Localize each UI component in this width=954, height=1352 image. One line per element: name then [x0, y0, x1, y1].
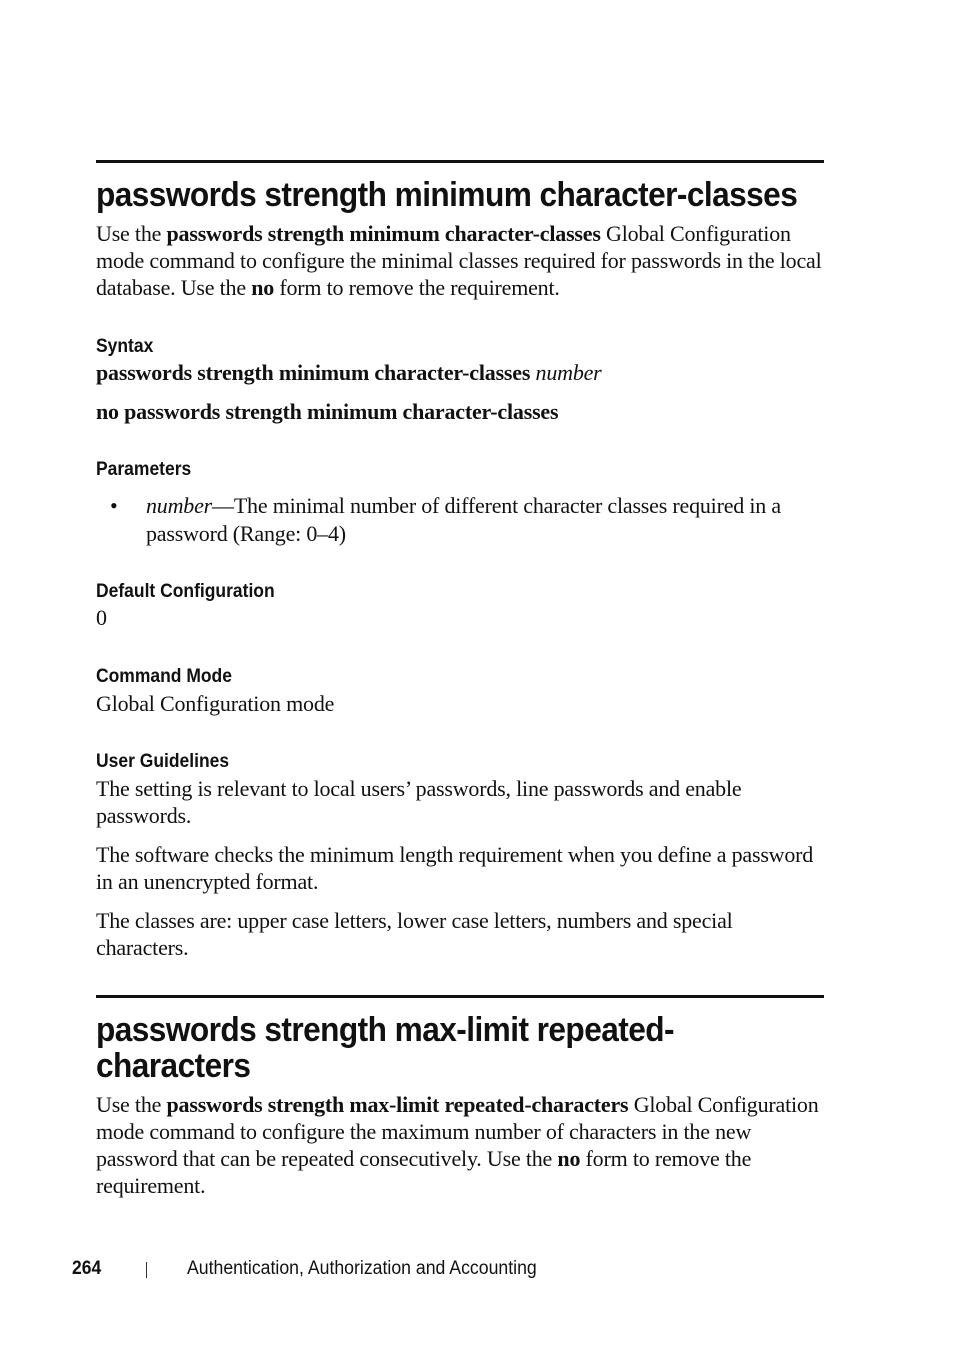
section-rule-2: [96, 995, 824, 998]
parameter-name: number: [146, 493, 213, 518]
intro-text: Use the: [96, 221, 167, 246]
syntax-line-2: [96, 398, 824, 425]
syntax-heading: Syntax: [96, 336, 154, 357]
intro-text: Global Configuration mode command to configure the minimal classes required for passwords in the local database. Use the: [96, 221, 822, 300]
footer-divider: [146, 1262, 147, 1278]
parameter-description: —The minimal number of different character classes required in a password (Range: 0–4): [146, 493, 781, 546]
bullet-icon: •: [110, 493, 118, 518]
guideline-paragraph-3: The classes are: upper case letters, lower case letters, numbers and special characters.: [96, 908, 733, 960]
intro-no-keyword: no: [557, 1146, 581, 1171]
page-number: 264: [72, 1258, 102, 1279]
default-config-value: 0: [96, 605, 107, 630]
guideline-paragraph-1: The setting is relevant to local users’ passwords, line passwords and enable passwords.: [96, 776, 742, 828]
section-intro-2: [96, 1091, 824, 1199]
default-config-heading: Default Configuration: [96, 581, 275, 602]
parameter-item: [146, 492, 826, 548]
intro-text: Use the: [96, 1092, 167, 1117]
intro-command: passwords strength max-limit repeated-characters: [166, 1092, 629, 1117]
syntax-no-command: no passwords strength minimum character-classes: [96, 399, 559, 424]
parameters-heading: Parameters: [96, 459, 192, 480]
section-rule-1: [96, 160, 824, 163]
chapter-title: Authentication, Authorization and Accounting: [187, 1258, 537, 1279]
intro-text: form to remove the requirement.: [274, 275, 560, 300]
intro-no-keyword: no: [251, 275, 275, 300]
section-intro-1: [96, 220, 824, 301]
section-title-1: passwords strength minimum character-classes: [96, 176, 798, 214]
intro-text: Global Configuration mode command to configure the maximum number of characters in the new password that can be repeated consecutively. Use the: [96, 1092, 819, 1171]
section-title-2-line-1: passwords strength max-limit repeated-: [96, 1011, 674, 1049]
section-title-2-line-2: characters: [96, 1047, 251, 1085]
intro-command: passwords strength minimum character-classes: [166, 221, 601, 246]
command-mode-value: Global Configuration mode: [96, 691, 335, 716]
intro-text: form to remove the requirement.: [96, 1146, 752, 1198]
syntax-argument: number: [535, 360, 602, 385]
command-mode-heading: Command Mode: [96, 666, 232, 687]
user-guidelines-heading: User Guidelines: [96, 751, 230, 772]
syntax-command: passwords strength minimum character-classes: [96, 360, 531, 385]
syntax-line-1: [96, 359, 824, 386]
guideline-paragraph-2: The software checks the minimum length requirement when you define a password in an unencrypted format.: [96, 842, 814, 894]
